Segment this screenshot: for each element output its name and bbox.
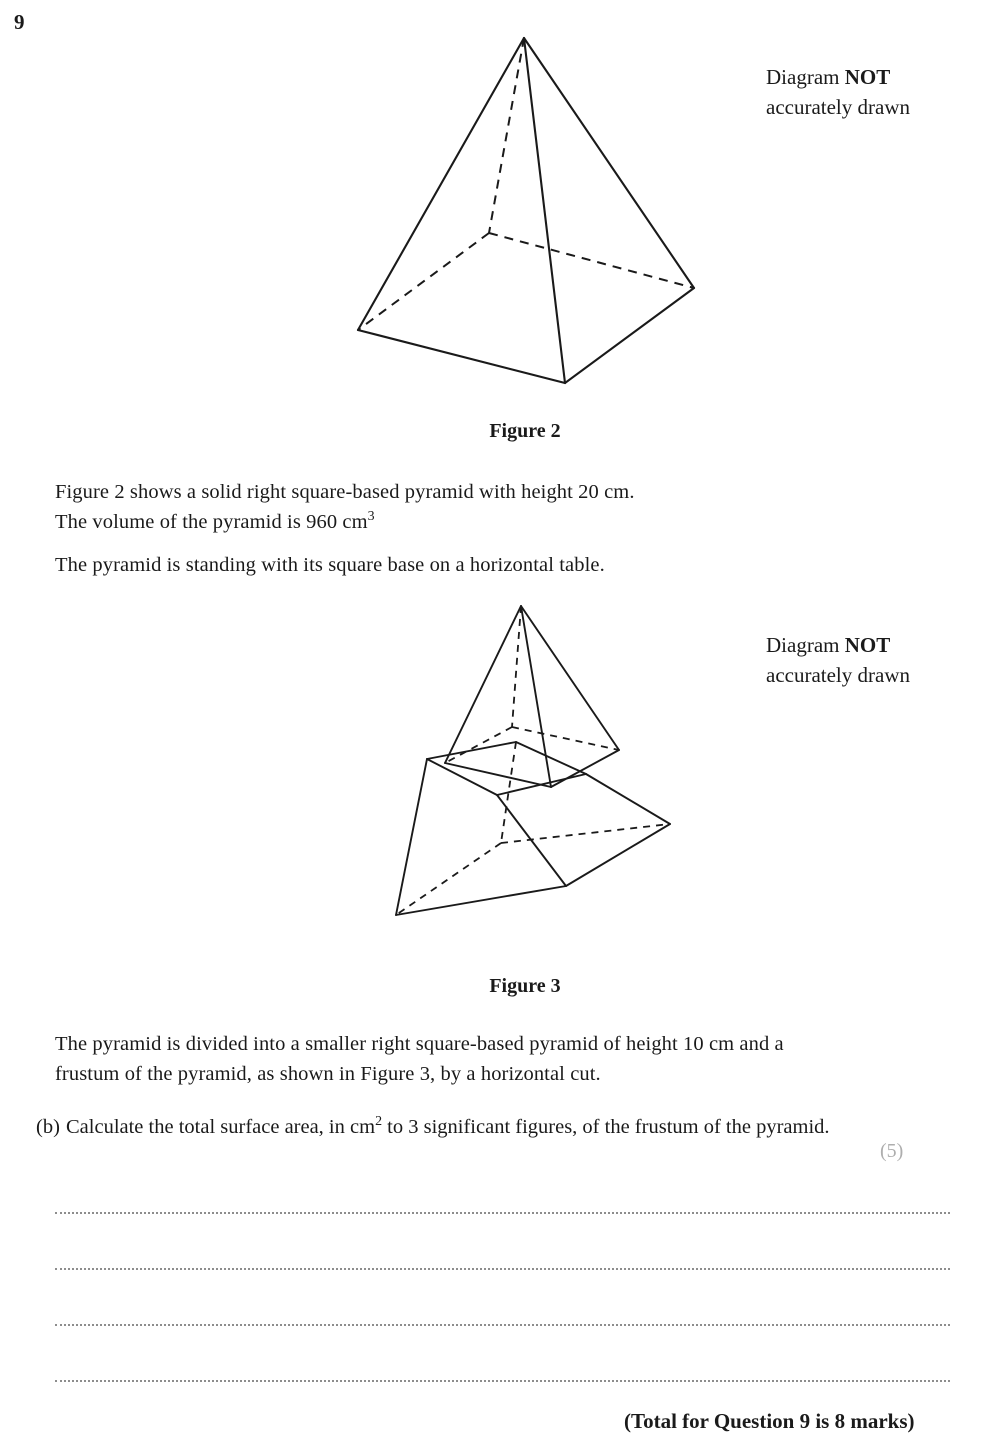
frustum-top-edge-front-left [427, 759, 497, 795]
diagram-not-accurately-drawn-note-1 [766, 63, 910, 123]
small-pyramid-edge-apex-front [521, 606, 551, 787]
paragraph-figure2-description [55, 478, 635, 537]
diagram-note-emphasis: NOT [844, 65, 891, 89]
part-b-text-pre: Calculate the total surface area, in cm [66, 1116, 376, 1138]
figure-2-pyramid-diagram [330, 20, 730, 410]
diagram-note-line2: accurately drawn [766, 94, 910, 119]
volume-text: The volume of the pyramid is 960 cm [55, 510, 368, 533]
part-b-label: (b) [36, 1116, 60, 1138]
part-b-marks: (5) [880, 1140, 904, 1162]
paragraph-division-description [55, 1030, 935, 1089]
diagram-not-accurately-drawn-note-2 [766, 631, 910, 691]
small-pyramid-base-edge-left-front [445, 763, 551, 787]
paragraph-line-height: Figure 2 shows a solid right square-based pyramid with height 20 cm. [55, 481, 635, 503]
diagram-note-2-line1 [766, 633, 890, 657]
answer-line[interactable] [55, 1322, 950, 1326]
paragraph-line-volume [55, 508, 375, 533]
pyramid-base-edge-left-front [358, 330, 565, 383]
answer-line[interactable] [55, 1266, 950, 1270]
frustum-hidden-bottom-edge-back-left [396, 843, 501, 915]
pyramid-edge-apex-left [358, 38, 524, 330]
answer-line[interactable] [55, 1378, 950, 1382]
diagram-note-2-emphasis: NOT [844, 633, 891, 657]
total-marks-label: (Total for Question 9 is 8 marks) [624, 1409, 915, 1433]
figure-3-caption: Figure 3 [489, 975, 561, 997]
diagram-note-line1 [766, 65, 890, 89]
diagram-note-prefix: Diagram [766, 65, 845, 89]
frustum-bottom-edge-left-front [396, 886, 566, 915]
diagram-note-2-line2: accurately drawn [766, 662, 910, 687]
figure-2-caption: Figure 2 [489, 420, 561, 442]
frustum-top-edge-back-right [516, 742, 586, 774]
part-b-exponent: 2 [375, 1114, 383, 1130]
answer-line[interactable] [55, 1210, 950, 1214]
pyramid-base-edge-front-right [565, 288, 694, 383]
part-b-text-post: to 3 significant figures, of the frustum of the pyramid. [382, 1116, 830, 1138]
small-pyramid-base-edge-front-right [551, 750, 619, 787]
frustum-top-edge-left-back [427, 742, 516, 759]
part-b-text [66, 1113, 830, 1143]
frustum-slant-edge-right [586, 774, 670, 824]
question-part-b [36, 1113, 830, 1143]
figure-3-pyramid-and-frustum-diagram [370, 595, 700, 970]
small-pyramid-hidden-apex-to-back-edge [512, 606, 521, 727]
volume-exponent: 3 [367, 508, 375, 524]
division-line-2: frustum of the pyramid, as shown in Figure 3, by a horizontal cut. [55, 1062, 601, 1085]
small-pyramid-edge-apex-right [521, 606, 619, 750]
small-pyramid-edge-apex-left [445, 606, 521, 763]
paragraph-standing-on-table: The pyramid is standing with its square base on a horizontal table. [55, 554, 605, 576]
frustum-slant-edge-front [497, 795, 566, 886]
diagram-note-2-prefix: Diagram [766, 633, 845, 657]
division-line-1: The pyramid is divided into a smaller right square-based pyramid of height 10 cm and a [55, 1033, 784, 1055]
frustum-slant-edge-left [396, 759, 427, 915]
question-number: 9 [14, 10, 25, 34]
pyramid-hidden-back-left-base-edge [358, 233, 489, 330]
